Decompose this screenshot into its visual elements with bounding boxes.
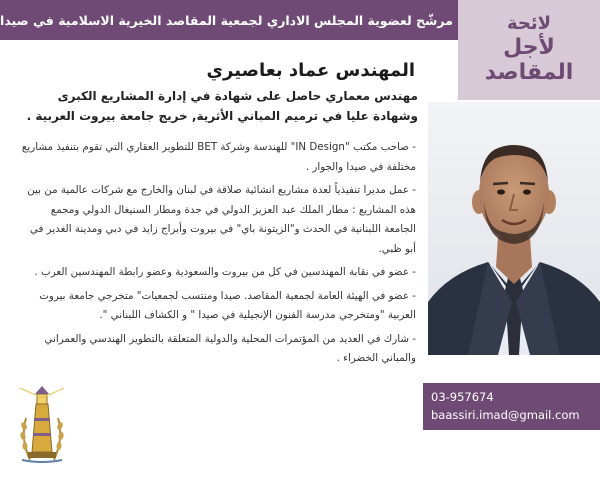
candidate-details: [21, 138, 416, 373]
header-banner-text: مرشّح لعضوية المجلس الاداري لجمعية المقاصد الخيرية الاسلامية في صيدا: [0, 12, 453, 28]
candidate-portrait-icon: [428, 102, 600, 355]
contact-box: [423, 383, 600, 430]
candidate-summary: مهندس معماري حاصل على شهادة في إدارة المشاريع الكبرى وشهادة عليا في ترميم المباني الأثرية, خريج جامعة بيروت العربية .: [26, 89, 418, 123]
detail-item: - عضو في نقابة المهندسين في كل من بيروت والسعودية وعضو رابطة المهندسين العرب .: [34, 266, 416, 278]
contact-email: baassiri.imad@gmail.com: [431, 407, 580, 422]
contact-phone: 03-957674: [431, 389, 494, 404]
list-name-line1: لائحة: [506, 13, 552, 35]
detail-item: - صاحب مكتب "IN Design" للهندسة وشركة BET للتطوير العقاري التي تقوم بتنفيذ مشاريع مختلفة في صيدا والجوار .: [21, 141, 416, 173]
detail-item: - عمل مديرا تنفيذياً لعدة مشاريع انشائية صلاقة في لبنان والخارج مع شركات عالمية من بين هذه المشاريع : مطار الملك عبد العزيز الدولي في جدة ومطار السنيغال الدولي ومجمع الجامعة اللبنانية في الحدث و"الزيتونة باي" في بيروت وأبراج زايد في دبي ومدينة الغدير في أبو ظبي.: [27, 184, 416, 255]
detail-item: - عضو في الهيئة العامة لجمعية المقاصد. صيدا ومنتسب لجمعيات" متخرجي جامعة بيروت العربية "ومتخرجي مدرسة الفنون الإنجيلية في صيدا " و الكشاف اللبناني ".: [39, 289, 416, 321]
candidate-name: المهندس عماد بعاصيري: [206, 60, 415, 81]
candidate-photo: [428, 102, 600, 355]
list-name-line2: لأجل المقاصد: [484, 35, 574, 86]
list-name-box: [458, 0, 600, 100]
lighthouse-logo-icon: [18, 378, 66, 466]
header-banner: [0, 0, 458, 40]
detail-item: - شارك في العديد من المؤتمرات المحلية والدولية المتعلقة بالتطوير الهندسي والعمراني والمباني الخضراء .: [44, 332, 416, 364]
